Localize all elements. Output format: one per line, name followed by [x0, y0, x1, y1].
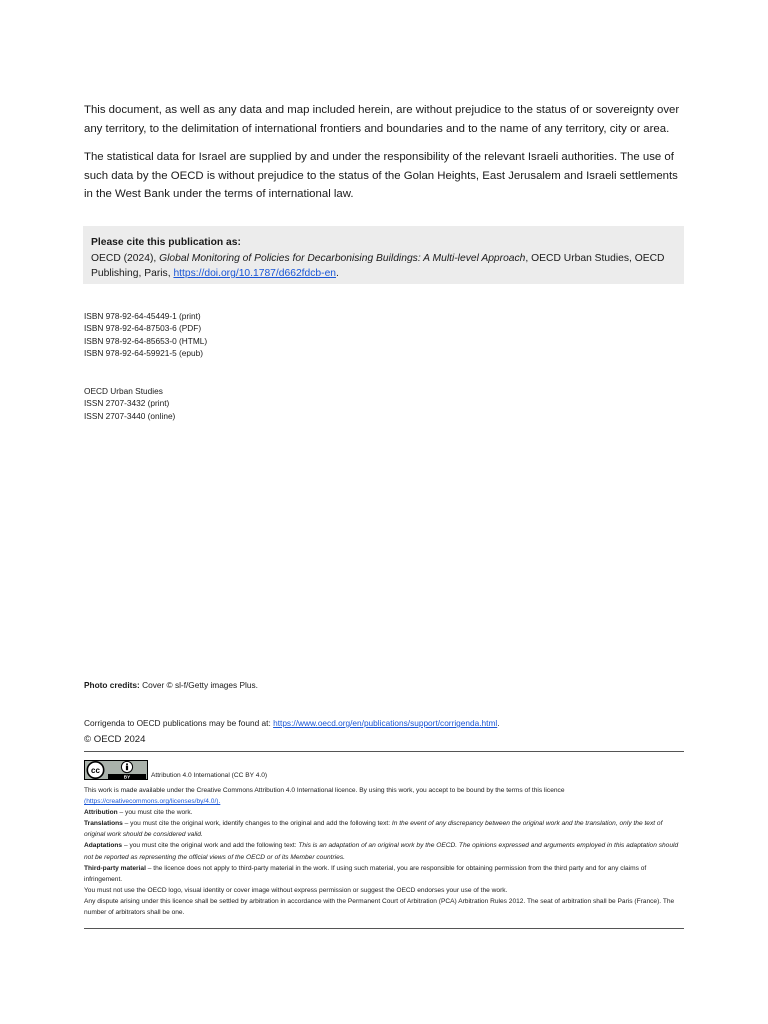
- adaptations-italic: This is an adaptation of an original work by the OECD. The opinions expressed and arguments employed in this adaptation should not be reported as representing the official views of the OECD or of its Member countries.: [84, 842, 679, 861]
- disclaimer-paragraph-2: The statistical data for Israel are supplied by and under the responsibility of the relevant Israeli authorities. The use of such data by the OECD is without prejudice to the status of the Golan Heights, East Jerusalem and Israeli settlements in the West Bank under the terms of international law.: [84, 151, 678, 200]
- license-translations: [84, 818, 684, 840]
- cc-license-badge-row: [84, 760, 267, 780]
- citation-box: [83, 226, 684, 284]
- corrigenda-notice: [84, 718, 500, 728]
- isbn-html: ISBN 978-92-64-85653-0 (HTML): [84, 335, 208, 346]
- cc-license-label: Attribution 4.0 International (CC BY 4.0): [151, 772, 268, 779]
- series-info: [84, 385, 175, 422]
- photo-credits: [84, 680, 258, 690]
- citation-heading: Please cite this publication as:: [91, 237, 241, 248]
- translations-italic: In the event of any discrepancy between the original work and the translation, only the text of original work should be considered valid.: [84, 820, 663, 839]
- license-intro: [84, 785, 684, 807]
- corrigenda-end: .: [497, 718, 500, 728]
- isbn-list: [84, 310, 207, 360]
- third-party-text: – the licence does not apply to third-party material in the work. If using such material, you are responsible for obtaining permission from the third party and for any claims of infringement.: [84, 864, 647, 883]
- adaptations-label: Adaptations: [84, 842, 123, 850]
- cc-badge-right-text: BY: [123, 774, 131, 780]
- issn-online: ISSN 2707-3440 (online): [84, 410, 176, 421]
- translations-label: Translations: [84, 820, 123, 828]
- photo-credits-text: Cover © sl-f/Getty images Plus.: [139, 680, 258, 690]
- adaptations-text: – you must cite the original work and add the following text:: [122, 842, 299, 850]
- cc-badge-left-text: cc: [91, 766, 100, 775]
- attribution-text: – you must cite the work.: [117, 809, 193, 817]
- license-terms: [84, 785, 684, 918]
- license-third-party: [84, 863, 684, 885]
- disclaimer-paragraph-1: This document, as well as any data and map included herein, are without prejudice to the status of or sovereignty over any territory, to the delimitation of international frontiers and boundaries and to the name of any territory, city or area.: [84, 104, 680, 135]
- corrigenda-link[interactable]: https://www.oecd.org/en/publications/support/corrigenda.html: [273, 718, 498, 728]
- third-party-label: Third-party material: [84, 864, 146, 872]
- license-attribution: [84, 807, 684, 818]
- license-intro-text: This work is made available under the Creative Commons Attribution 4.0 International licence. By using this work, you accept to be bound by the terms of this licence: [84, 787, 565, 794]
- divider-top: [84, 751, 684, 752]
- divider-bottom: [84, 928, 684, 929]
- license-adaptations: [84, 840, 684, 862]
- series-name: OECD Urban Studies: [84, 386, 163, 396]
- citation-publisher: , OECD Urban Studies, OECD Publishing, Paris,: [91, 252, 665, 279]
- license-dispute-notice: Any dispute arising under this licence shall be settled by arbitration in accordance with the Permanent Court of Arbitration (PCA) Arbitration Rules 2012. The seat of arbitration shall be Paris (France). The number of arbitrators shall be one.: [84, 897, 675, 917]
- citation-text: [91, 251, 676, 282]
- corrigenda-text: Corrigenda to OECD publications may be found at:: [84, 718, 274, 728]
- isbn-print: ISBN 978-92-64-45449-1 (print): [84, 311, 201, 321]
- citation-authors: OECD (2024),: [91, 252, 157, 264]
- attribution-label: Attribution: [84, 809, 118, 817]
- issn-print: ISSN 2707-3432 (print): [84, 398, 170, 409]
- license-url-link[interactable]: (https://creativecommons.org/licenses/by/4.0/).: [84, 798, 221, 806]
- isbn-pdf: ISBN 978-92-64-87503-6 (PDF): [84, 323, 202, 334]
- photo-credits-label: Photo credits:: [84, 680, 140, 690]
- copyright: © OECD 2024: [84, 734, 146, 745]
- cc-by-badge-icon: [84, 760, 148, 780]
- isbn-epub: ISBN 978-92-64-59921-5 (epub): [84, 348, 203, 359]
- license-logo-notice: You must not use the OECD logo, visual identity or cover image without express permission or suggest the OECD endorses your use of the work.: [84, 886, 508, 894]
- translations-text: – you must cite the original work, identify changes to the original and add the following text:: [122, 820, 392, 828]
- citation-end: .: [336, 268, 339, 279]
- citation-title: Global Monitoring of Policies for Decarbonising Buildings: A Multi-level Approach: [159, 252, 526, 264]
- citation-doi-link[interactable]: https://doi.org/10.1787/d662fdcb-en: [173, 268, 337, 279]
